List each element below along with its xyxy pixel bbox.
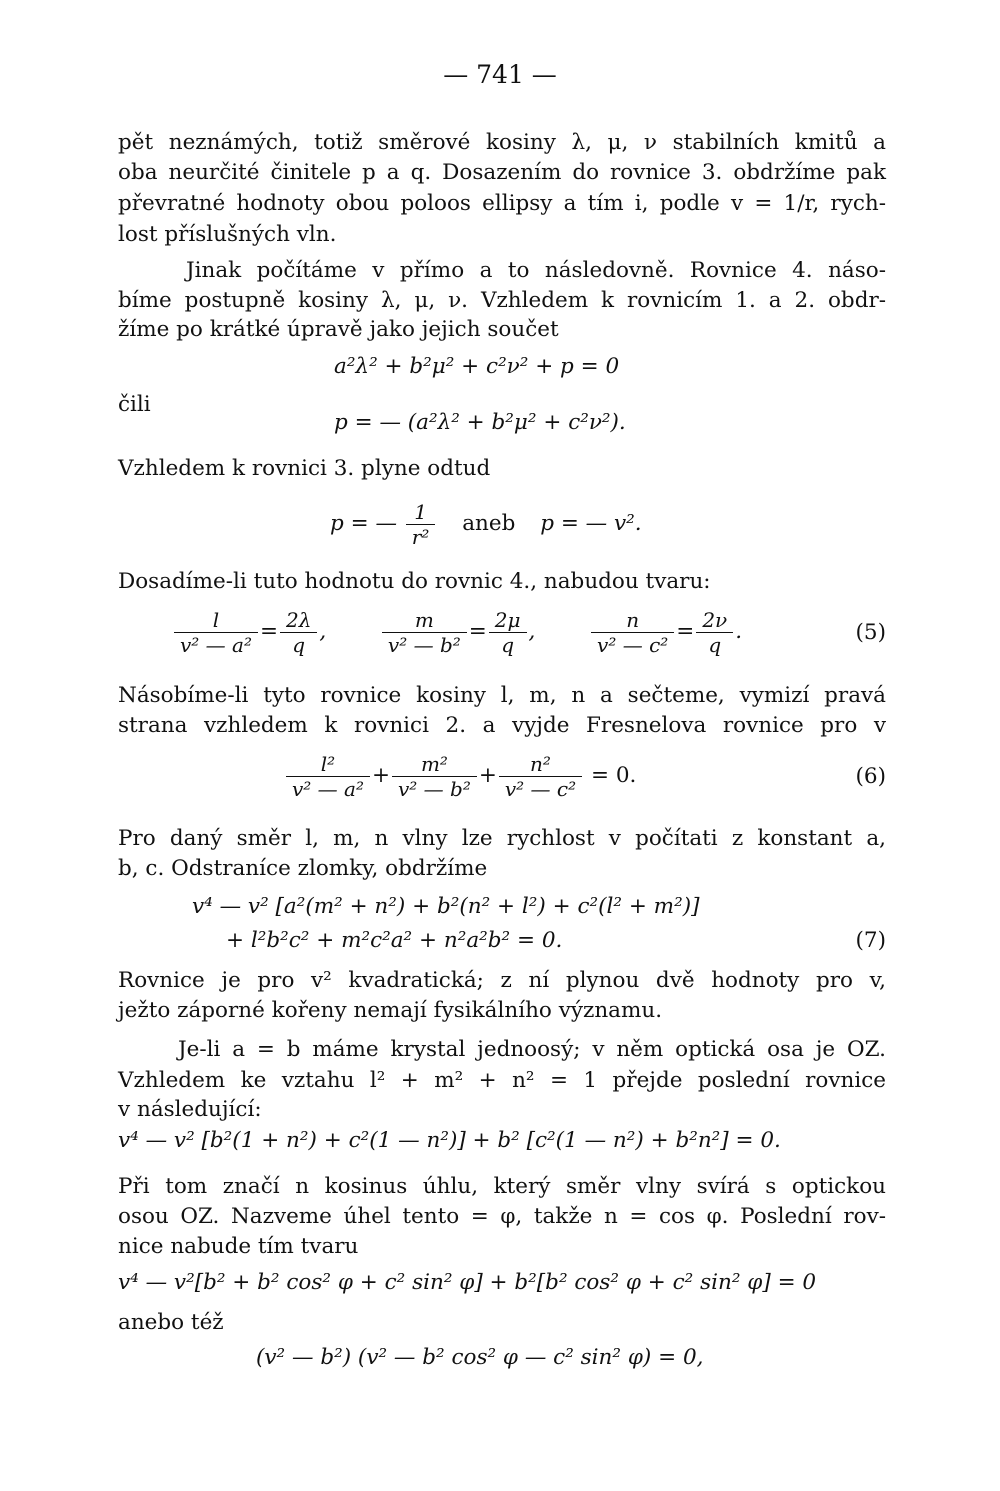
equation-p-r <box>330 496 642 552</box>
text-line: b, c. Odstraníce zlomky, obdržíme <box>118 856 488 881</box>
fraction-numerator: m <box>414 607 434 632</box>
fraction <box>392 752 477 801</box>
equation-7-line2: + l²b²c² + m²c²a² + n²a²b² = 0. <box>226 928 563 953</box>
text-line: Jinak počítáme v přímo a to následovně. Rovnice 4. náso- <box>186 258 886 283</box>
text-line: pět neznámých, totiž směrové kosiny λ, μ, ν stabilních kmitů a <box>118 130 886 155</box>
text-line: žíme po krátké úpravě jako jejich součet <box>118 317 559 342</box>
text-line: Vzhledem ke vztahu l² + m² + n² = 1 přejde poslední rovnice <box>118 1068 886 1093</box>
text-line: ježto záporné kořeny nemají fysikálního významu. <box>118 998 663 1023</box>
fraction-numerator: n <box>626 607 640 632</box>
text-line: Pro daný směr l, m, n vlny lze rychlost v počítati z konstant a, <box>118 826 886 851</box>
fraction-denominator: v² — a² <box>286 776 370 801</box>
fraction <box>696 608 733 657</box>
fraction-denominator: v² — c² <box>499 776 582 801</box>
fraction-denominator: r² <box>406 524 436 549</box>
equation-6: $\frac{\text{l²}}{\text{v² — a²}}$ + $\frac{\text{m²}}{\text{v² — b²}}$ + $\frac{\text{n²}}{\text{v² — c²}}$ = 0. <box>284 748 636 804</box>
text-line: Vzhledem k rovnici 3. plyne odtud <box>118 456 491 481</box>
fraction-numerator: 2λ <box>286 607 312 632</box>
text-line: nice nabude tím tvaru <box>118 1234 359 1259</box>
equation-sum: a²λ² + b²μ² + c²ν² + p = 0 <box>334 354 620 379</box>
text-line: převratné hodnoty obou poloos ellipsy a tím i, podle v = 1/r, rych- <box>118 191 886 216</box>
equation-phi: v⁴ — v²[b² + b² cos² φ + c² sin² φ] + b²[b² cos² φ + c² sin² φ] = 0 <box>118 1270 817 1295</box>
fraction-numerator: 2μ <box>494 607 521 632</box>
text-line: Při tom značí n kosinus úhlu, který směr vlny svírá s optickou <box>118 1174 886 1199</box>
fraction <box>286 752 370 801</box>
equation-factored: (v² — b²) (v² — b² cos² φ — c² sin² φ) = 0, <box>256 1345 704 1370</box>
equation-part: = 0. <box>590 763 637 788</box>
fraction <box>280 608 317 657</box>
equation-number: (5) <box>855 620 886 645</box>
fraction <box>406 500 436 549</box>
equation-word: aneb <box>462 511 516 536</box>
equation-p: p = — (a²λ² + b²μ² + c²ν²). <box>334 410 626 435</box>
fraction-denominator: v² — b² <box>382 632 467 657</box>
fraction-numerator: l² <box>320 751 336 776</box>
fraction <box>382 608 467 657</box>
fraction <box>489 608 527 657</box>
fraction <box>499 752 582 801</box>
text-line: bíme postupně kosiny λ, μ, ν. Vzhledem k rovnicím 1. a 2. obdr- <box>118 288 886 313</box>
text-line: v následující: <box>118 1097 262 1122</box>
equation-part: p = — v². <box>540 511 642 536</box>
equation-part: p = — <box>330 511 397 536</box>
fraction-denominator: q <box>489 632 527 657</box>
fraction-denominator: v² — a² <box>174 632 258 657</box>
text-line: Násobíme-li tyto rovnice kosiny l, m, n a sečteme, vymizí pravá <box>118 683 886 708</box>
text-line: oba neurčité činitele p a q. Dosazením do rovnice 3. obdržíme pak <box>118 160 886 185</box>
text-line: lost příslušných vln. <box>118 222 337 247</box>
equation-number: (6) <box>855 764 886 789</box>
text-line: anebo též <box>118 1310 224 1335</box>
text-line: Dosadíme-li tuto hodnotu do rovnic 4., nabudou tvaru: <box>118 569 711 594</box>
fraction-denominator: q <box>696 632 733 657</box>
equation-number: (7) <box>855 928 886 953</box>
equation-uniaxial: v⁴ — v² [b²(1 + n²) + c²(1 — n²)] + b² [c²(1 — n²) + b²n²] = 0. <box>118 1128 781 1153</box>
fraction <box>174 608 258 657</box>
fraction-denominator: q <box>280 632 317 657</box>
text-line: osou OZ. Nazveme úhel tento = φ, takže n = cos φ. Poslední rov- <box>118 1204 886 1229</box>
fraction-denominator: v² — c² <box>591 632 674 657</box>
fraction <box>591 608 674 657</box>
fraction-numerator: l <box>212 607 220 632</box>
text-line: Je-li a = b máme krystal jednoosý; v něm optická osa je OZ. <box>178 1037 886 1062</box>
fraction-numerator: 1 <box>414 499 427 524</box>
equation-5: $\frac{l}{\text{v² — a²}}$ = $\frac{2\lambda}{q}$ , $\frac{m}{\text{v² — b²}}$ = $\frac{2\mu}{q}$ , $\frac{n}{\text{v² — c²}}$ = $\frac{2\nu}{q}$ . <box>172 606 742 658</box>
fraction-numerator: n² <box>530 751 551 776</box>
text-line: Rovnice je pro v² kvadratická; z ní plynou dvě hodnoty pro v, <box>118 968 886 993</box>
fraction-denominator: v² — b² <box>392 776 477 801</box>
text-line: strana vzhledem k rovnici 2. a vyjde Fresnelova rovnice pro v <box>118 713 886 738</box>
fraction-numerator: m² <box>420 751 448 776</box>
page-number: — 741 — <box>443 60 557 89</box>
fraction-numerator: 2ν <box>702 607 728 632</box>
equation-7-line1: v⁴ — v² [a²(m² + n²) + b²(n² + l²) + c²(l² + m²)] <box>192 894 700 919</box>
text-line: čili <box>118 392 151 417</box>
